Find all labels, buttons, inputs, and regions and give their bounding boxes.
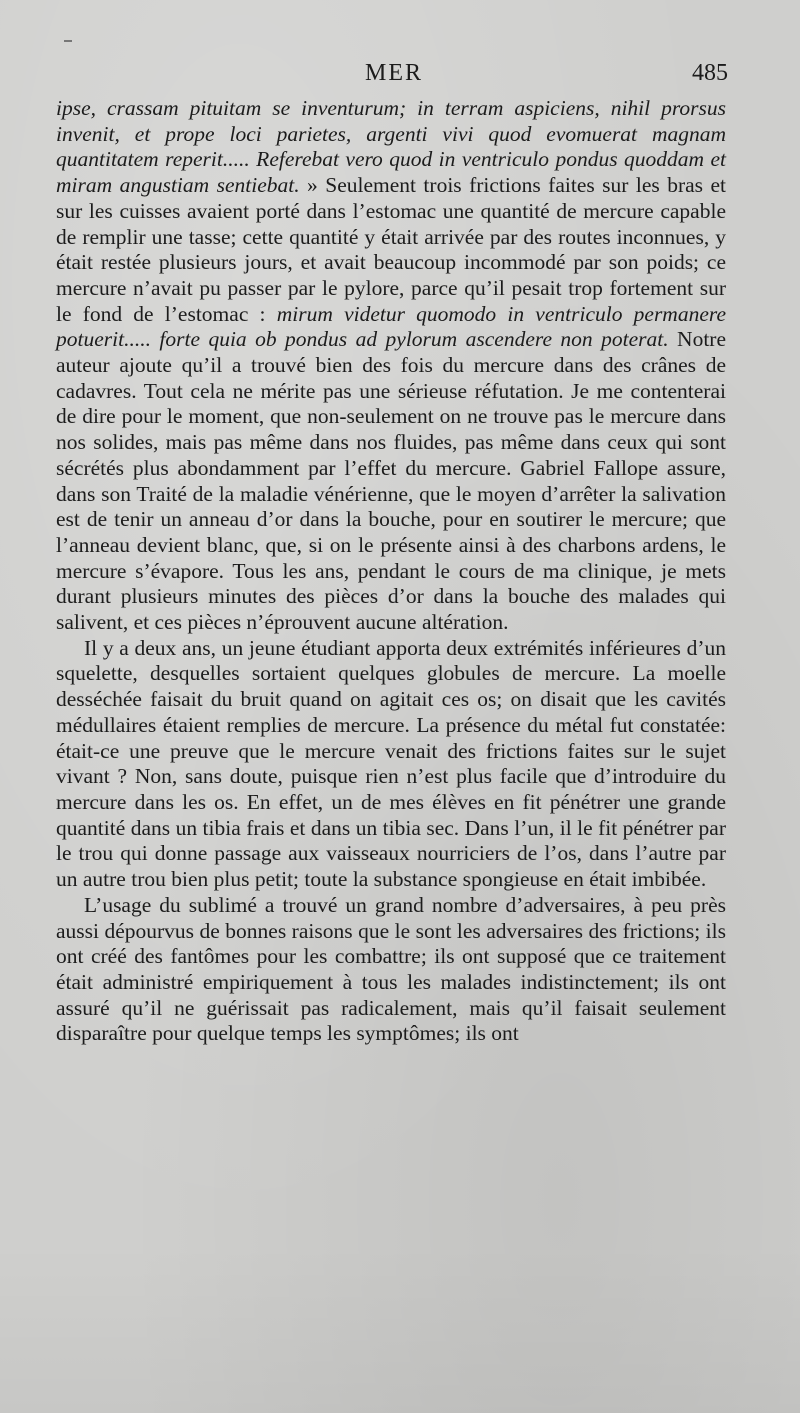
text-segment: Il y a deux ans, un jeune étudiant apporta deux extrémités inférieures d’un squelette, desquelles sortaient quelques globules de mercure. La moelle desséchée faisait du bruit quand on agitait ces os; on disait que les cavités médullaires étaient remplies de mercure. La présence du métal fut constatée: était-ce une preuve que le mercure venait des frictions faites sur le sujet vivant ? Non, sans doute, puisque rien n’est plus facile que d’introduire du mercure dans les os. En effet, un de mes élèves en fit pénétrer une grande quantité dans un tibia frais et dans un tibia sec. Dans l’un, il le fit pénétrer par le trou qui donne passage aux vaisseaux nourriciers de l’os, dans l’autre par un autre trou bien plus petit; toute la substance spongieuse en était imbibée. [56, 635, 726, 892]
text-segment: L’usage du sublimé a trouvé un grand nombre d’adversaires, à peu près aussi dépourvus de bonnes raisons que le sont les adversaires des frictions; ils ont créé des fantômes pour les combattre; ils ont supposé que ce traitement était administré empiriquement à tous les malades indistinctement; ils ont assuré qu’il ne guérissait pas radicalement, mais qu’il faisait seulement disparaître pour quelque temps les symptômes; ils ont [56, 892, 726, 1046]
text-segment: » Seulement trois frictions faites sur les bras et sur les cuisses avaient porté dans l’estomac une quantité de mercure capable de remplir une tasse; cette quantité y était arrivée par des routes inconnues, y était restée plusieurs jours, et avait beaucoup incommodé par son poids; ce mercure n’avait pu passer par le pylore, parce qu’il pesait trop fortement sur le fond de l’estomac : [56, 173, 726, 326]
text-segment: Notre auteur ajoute qu’il a trouvé bien des fois du mercure dans des crânes de cadavres. Tout cela ne mérite pas une sérieuse réfutation. Je me contenterai de dire pour le moment, que non-seulement on ne trouve pas le mercure dans nos solides, mais pas même dans nos fluides, pas même dans ceux qui sont sécrétés plus abondamment par l’effet du mercure. Gabriel Fallope assure, dans son Traité de la maladie vénérienne, que le moyen d’arrêter la salivation est de tenir un anneau d’or dans la bouche, pour en soutirer le mercure; que l’anneau devient blanc, que, si on le présente ainsi à des charbons ardens, le mercure s’évapore. Tous les ans, pendant le cours de ma clinique, je mets durant plusieurs minutes des pièces d’or dans la bouche des malades qui salivent, et ces pièces n’éprouvent aucune altération. [56, 327, 727, 635]
paragraph-2 [56, 636, 726, 893]
running-title: MER [364, 60, 423, 86]
page-shading [0, 1243, 800, 1413]
margin-mark [64, 40, 72, 42]
latin-quote: ipse, crassam pituitam se inventurum; in terram aspiciens, nihil prorsus invenit, et prope loci parietes, argenti vivi quod evomuerat magnam quantitatem reperit..... Referebat vero quod in ventriculo pondus quoddam et miram angustiam sentiebat. [56, 96, 726, 198]
paragraph-1 [56, 96, 726, 636]
body-text [56, 96, 726, 1047]
paragraph-3 [56, 893, 726, 1047]
latin-quote: mirum videtur quomodo in ventriculo permanere potuerit..... forte quia ob pondus ad pylorum ascendere non poterat. [56, 301, 726, 352]
page-number: 485 [692, 60, 728, 86]
running-head [60, 60, 728, 94]
